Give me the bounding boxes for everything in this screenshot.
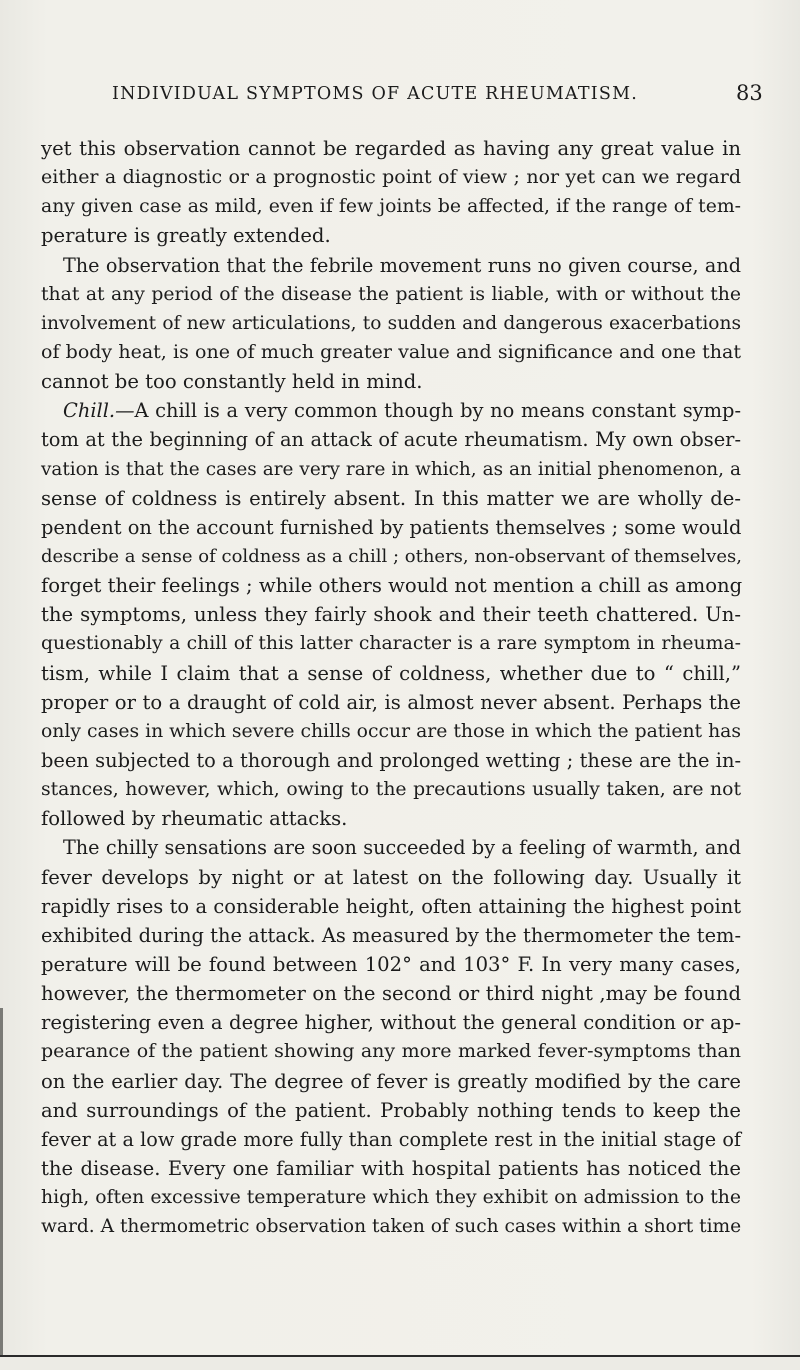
paragraph-first-line: The chilly sensations are soon succeeded by a feeling of warmth, and: [63, 836, 741, 860]
text-line: involvement of new articulations, to sudden and dangerous exacerbations: [41, 312, 741, 334]
text-line: high, often excessive temperature which they exhibit on admission to the: [41, 1187, 741, 1209]
text-line: describe a sense of coldness as a chill ; others, non-observant of themselves,: [41, 545, 742, 567]
text-line: the symptoms, unless they fairly shook and their teeth chattered. Un-: [41, 603, 741, 627]
text-line: ward. A thermometric observation taken of such cases within a short time: [41, 1216, 742, 1238]
text-line-rest: A chill is a very common though by no means constant symp-: [134, 399, 741, 423]
text-line: been subjected to a thorough and prolonged wetting ; these are the in-: [41, 748, 741, 772]
text-line: fever develops by night or at latest on the following day. Usually it: [41, 865, 741, 889]
text-line: rapidly rises to a considerable height, often attaining the highest point: [41, 894, 741, 918]
text-line: of body heat, is one of much greater value and significance and one that: [41, 340, 741, 363]
text-line: on the earlier day. The degree of fever is greatly modified by the care: [41, 1069, 741, 1093]
text-line: tism, while I claim that a sense of coldness, whether due to “ chill,”: [41, 661, 741, 685]
chill-heading: Chill.—: [63, 399, 135, 423]
text-line: pendent on the account furnished by patients themselves ; some would: [41, 515, 742, 539]
text-line: stances, however, which, owing to the precautions usually taken, are not: [41, 779, 741, 801]
page-number: 83: [736, 81, 763, 105]
text-line: perature is greatly extended.: [41, 224, 331, 248]
text-line: either a diagnostic or a prognostic point of view ; nor yet can we regard: [41, 166, 741, 189]
text-line: any given case as mild, even if few joints be affected, if the range of tem-: [41, 196, 741, 218]
running-head: [0, 81, 800, 114]
text-line: questionably a chill of this latter character is a rare symptom in rheuma-: [41, 633, 741, 655]
text-line: perature will be found between 102° and 103° F. In very many cases,: [41, 952, 741, 976]
text-line: followed by rheumatic attacks.: [41, 807, 348, 831]
text-line: registering even a degree higher, without the general condition or ap-: [41, 1011, 741, 1035]
text-line: fever at a low grade more fully than complete rest in the initial stage of: [41, 1127, 741, 1151]
left-edge-rule: [0, 1008, 3, 1368]
text-line: only cases in which severe chills occur are those in which the patient has: [41, 720, 742, 742]
text-line: the disease. Every one familiar with hospital patients has noticed the: [41, 1156, 741, 1180]
text-line: tom at the beginning of an attack of acute rheumatism. My own obser-: [41, 428, 741, 452]
paragraph-first-line: [41, 396, 741, 425]
text-line: proper or to a draught of cold air, is almost never absent. Perhaps the: [41, 690, 741, 714]
text-line: yet this observation cannot be regarded as having any great value in: [41, 137, 741, 160]
text-line: forget their feelings ; while others would not mention a chill as among: [41, 574, 743, 598]
text-line: however, the thermometer on the second or third night ,may be found: [41, 982, 741, 1006]
text-line: vation is that the cases are very rare in which, as an initial phenomenon, a: [41, 458, 741, 480]
text-line: sense of coldness is entirely absent. In this matter we are wholly de-: [41, 486, 741, 510]
running-title: INDIVIDUAL SYMPTOMS OF ACUTE RHEUMATISM.: [112, 84, 638, 104]
paragraph-first-line: The observation that the febrile movement runs no given course, and: [63, 253, 741, 277]
text-line: pearance of the patient showing any more marked fever-symptoms than: [41, 1040, 741, 1063]
text-line: exhibited during the attack. As measured by the thermometer the tem-: [41, 923, 741, 947]
text-line: that at any period of the disease the patient is liable, with or without the: [41, 283, 741, 305]
text-line: and surroundings of the patient. Probably nothing tends to keep the: [41, 1098, 741, 1122]
text-line: cannot be too constantly held in mind.: [41, 370, 423, 394]
body-text: [41, 134, 741, 1241]
